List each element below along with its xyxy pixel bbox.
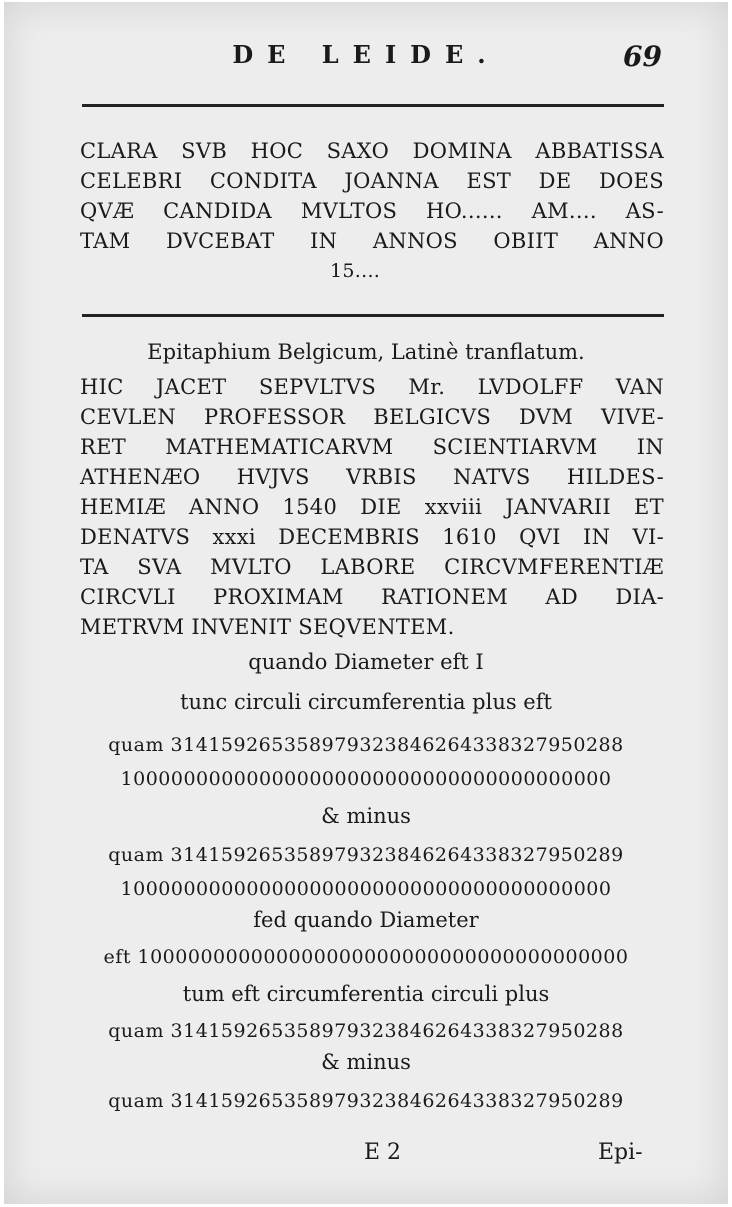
signature-mark: E 2 <box>364 1140 402 1165</box>
inscription-line: RET MATHEMATICARVM SCIENTIARVM IN <box>80 435 664 459</box>
math-line: & minus <box>321 1050 411 1074</box>
inscription-line: METRVM INVENIT SEQVENTEM. <box>80 615 455 639</box>
inscription-van-ceulen <box>80 372 664 642</box>
catchword: Epi- <box>598 1140 643 1165</box>
math-value: quam 314159265358979323846264338327950288 <box>108 1020 624 1042</box>
math-line: tum eft circumferentia circuli plus <box>182 982 550 1006</box>
inscription-line: HEMIÆ ANNO 1540 DIE xxviii JANVARII ET <box>80 495 664 519</box>
inscription-line: CELEBRI CONDITA JOANNA EST DE DOES <box>80 169 664 193</box>
inscription-line: 15.... <box>330 260 381 282</box>
inscription-line: HIC JACET SEPVLTVS Mr. LVDOLFF VAN <box>80 375 664 399</box>
inscription-line: CIRCVLI PROXIMAM RATIONEM AD DIA- <box>80 585 664 609</box>
top-rule <box>82 104 664 107</box>
math-line: tunc circuli circumferentia plus eft <box>180 690 552 714</box>
epitaph-subtitle: Epitaphium Belgicum, Latinè tranflatum. <box>147 340 585 364</box>
math-line: & minus <box>321 804 411 828</box>
math-value: eft 100000000000000000000000000000000000000 <box>103 946 629 968</box>
inscription-line: ATHENÆO HVJVS VRBIS NATVS HILDES- <box>80 465 664 489</box>
math-line: quando Diameter eft I <box>248 650 484 674</box>
math-value: quam 314159265358979323846264338327950289 <box>108 1090 624 1112</box>
math-line: fed quando Diameter <box>253 908 479 932</box>
math-value: quam 314159265358979323846264338327950288 <box>108 734 624 756</box>
inscription-abbess <box>80 136 664 286</box>
inscription-line: TA SVA MVLTO LABORE CIRCVMFERENTIÆ <box>80 555 664 579</box>
inscription-line: CEVLEN PROFESSOR BELGICVS DVM VIVE- <box>80 405 664 429</box>
inscription-line: DENATVS xxxi DECEMBRIS 1610 QVI IN VI- <box>80 525 664 549</box>
page-number: 69 <box>623 40 662 73</box>
math-value: 100000000000000000000000000000000000000 <box>120 878 612 900</box>
math-value: quam 314159265358979323846264338327950289 <box>108 844 624 866</box>
book-page <box>4 2 728 1204</box>
running-head: DE LEIDE. <box>232 40 500 69</box>
inscription-line: QVÆ CANDIDA MVLTOS HO...... AM.... AS- <box>80 199 664 223</box>
inscription-line: CLARA SVB HOC SAXO DOMINA ABBATISSA <box>80 139 664 163</box>
math-value: 100000000000000000000000000000000000000 <box>120 768 612 790</box>
inscription-line: TAM DVCEBAT IN ANNOS OBIIT ANNO <box>80 229 664 253</box>
middle-rule <box>82 314 664 317</box>
